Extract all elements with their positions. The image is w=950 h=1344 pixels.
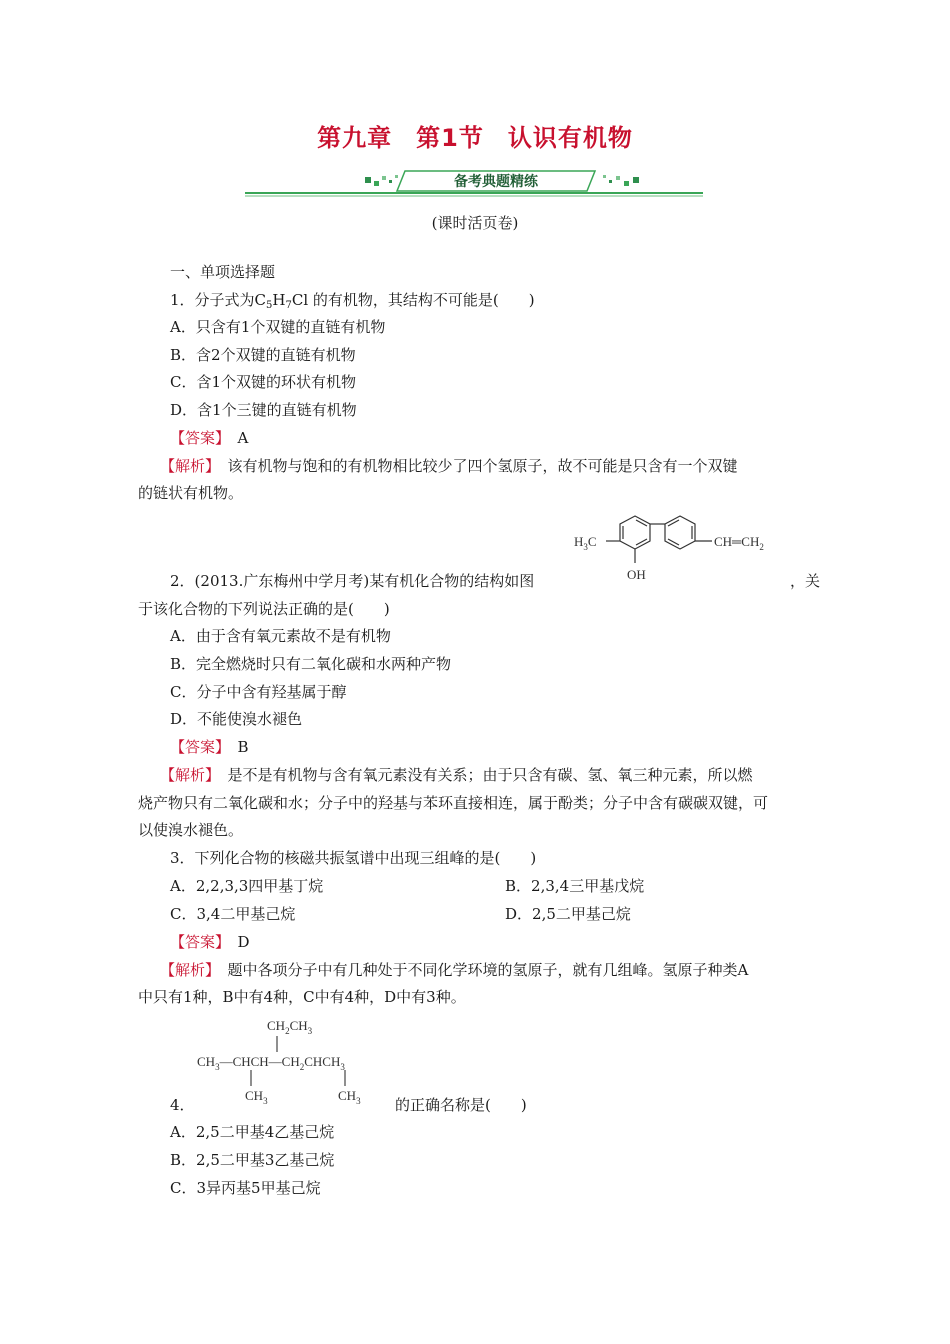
section-banner xyxy=(245,167,703,197)
svg-text:CH3: $CH_3$ xyxy=(338,1088,361,1106)
svg-text:CH3—CHCH—CH2CHCH3: $CH_3—CHCH—CH_2CHCH_3$ xyxy=(197,1054,345,1072)
svg-text:OH: OH xyxy=(627,567,646,582)
svg-text:H3C: $H_3C$ xyxy=(574,534,597,552)
answer-tag: 【答案】 xyxy=(170,429,223,447)
q3-analysis-line2: 中只有1种，B中有4种，C中有4种，D中有3种。 xyxy=(138,988,466,1006)
q1-analysis-line1: 【解析】 该有机物与饱和的有机物相比较少了四个氢原子，故不可能是只含有一个双键 xyxy=(160,457,738,475)
question-2-stem-line2: 于该化合物的下列说法正确的是( ) xyxy=(138,600,390,618)
q4-option-a: A．2,5二甲基4乙基己烷 xyxy=(170,1123,335,1141)
analysis-tag: 【解析】 xyxy=(160,457,213,475)
section-label: 第1节 xyxy=(416,124,484,152)
q2-analysis-line1: 【解析】 是不是有机物与含有氧元素没有关系；由于只含有碳、氢、氧三种元素，所以燃 xyxy=(160,766,753,784)
question-1-stem: 1．分子式为$C_5H_7Cl$ 的有机物，其结构不可能是( ) xyxy=(170,291,535,311)
q2-option-a: A．由于含有氧元素故不是有机物 xyxy=(170,627,391,645)
q3-options-row2: C．3,4二甲基己烷 D．2,5二甲基己烷 xyxy=(170,905,631,923)
q2-option-d: D．不能使溴水褪色 xyxy=(170,710,303,728)
q2-analysis-line2: 烧产物只有二氧化碳和水；分子中的羟基与苯环直接相连，属于酚类；分子中含有碳碳双键，可 xyxy=(138,794,769,812)
q1-answer: 【答案】 A xyxy=(170,429,249,447)
q1-analysis-line2: 的链状有机物。 xyxy=(138,484,244,502)
q2-analysis-line3: 以使溴水褪色。 xyxy=(138,821,244,839)
question-4-stem: 的正确名称是( ) xyxy=(395,1096,527,1114)
page-title xyxy=(0,118,950,153)
q1-option-a: A．只含有1个双键的直链有机物 xyxy=(170,318,386,336)
q3-analysis-line1: 【解析】 题中各项分子中有几种处于不同化学环境的氢原子，就有几组峰。氢原子种类A xyxy=(160,961,749,979)
decor-squares-right-icon xyxy=(603,175,639,186)
q3-options-row1: A．2,2,3,3四甲基丁烷 B．2,3,4三甲基戊烷 xyxy=(170,877,645,895)
svg-text:CH2CH3: $CH_2CH_3$ xyxy=(267,1018,313,1036)
q2-answer: 【答案】 B xyxy=(170,738,249,756)
chapter-label: 第九章 xyxy=(317,124,393,152)
question-3-stem: 3．下列化合物的核磁共振氢谱中出现三组峰的是( ) xyxy=(170,849,537,867)
section-heading: 一、单项选择题 xyxy=(170,263,276,281)
topic-label: 认识有机物 xyxy=(507,124,633,152)
question-2-stem: 2．(2013.广东梅州中学月考)某有机化合物的结构如图 xyxy=(170,572,535,590)
banner-text: 备考典题精练 xyxy=(454,174,538,190)
q4-option-b: B．2,5二甲基3乙基己烷 xyxy=(170,1151,335,1169)
q1-option-d: D．含1个三键的直链有机物 xyxy=(170,401,357,419)
subtitle: (课时活页卷) xyxy=(431,214,519,232)
svg-text:CH3: $CH_3$ xyxy=(245,1088,268,1106)
q4-option-c: C．3异丙基5甲基己烷 xyxy=(170,1179,321,1197)
q3-answer: 【答案】 D xyxy=(170,933,250,951)
q2-option-c: C．分子中含有羟基属于醇 xyxy=(170,683,347,701)
svg-text:CH═CH2: $CH═CH_2$ xyxy=(714,534,764,552)
question-2-stem-end: ，关 xyxy=(790,572,821,590)
q1-option-c: C．含1个双键的环状有机物 xyxy=(170,373,357,391)
q2-option-b: B．完全燃烧时只有二氧化碳和水两种产物 xyxy=(170,655,452,673)
question-4-number: 4． xyxy=(170,1096,195,1114)
decor-squares-left-icon xyxy=(365,175,398,186)
q1-option-b: B．含2个双键的直链有机物 xyxy=(170,346,356,364)
